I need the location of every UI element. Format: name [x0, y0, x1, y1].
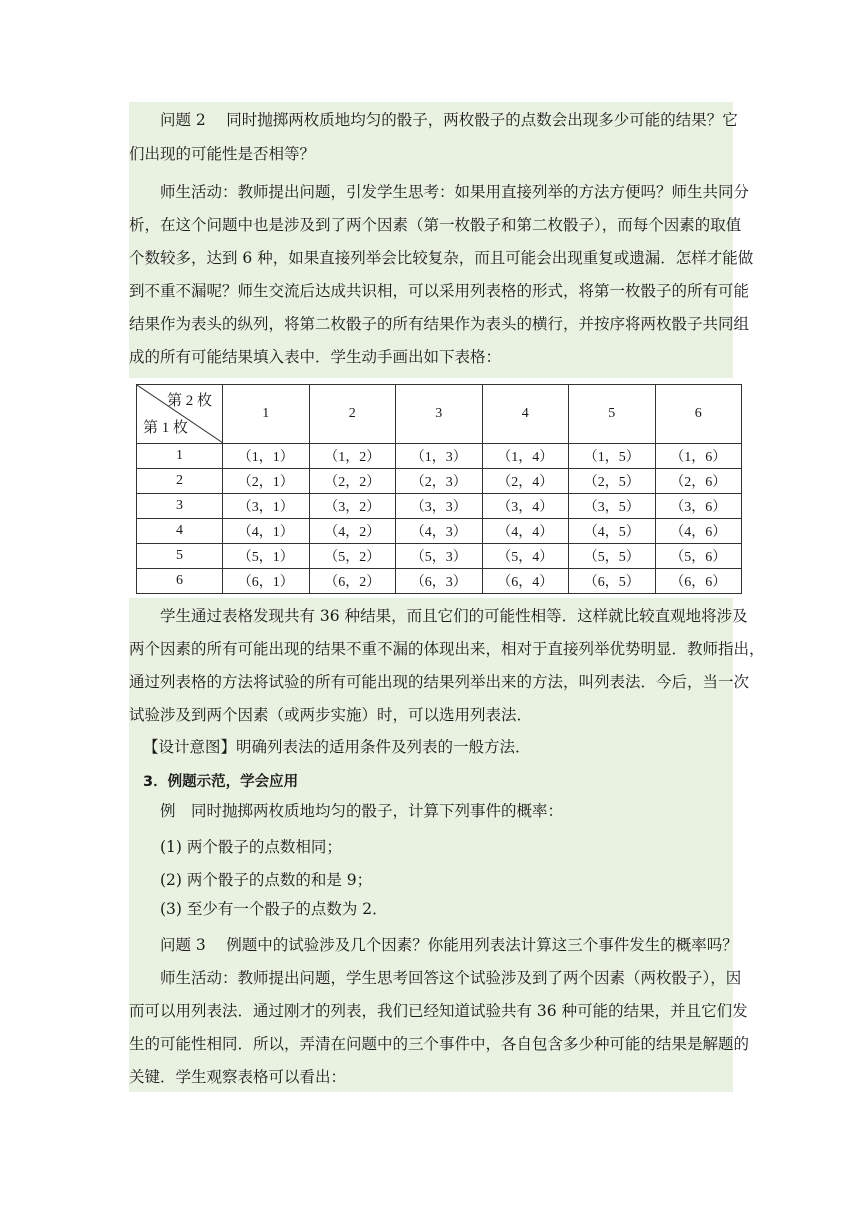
table-row [137, 444, 742, 469]
dice-outcome-table [136, 384, 742, 594]
column-header: 3 [396, 385, 483, 444]
example-item-2: (2) 两个骰子的点数的和是 9； [160, 871, 373, 889]
table-cell: （2，4） [482, 469, 569, 494]
activity-1-line-6: 成的所有可能结果填入表中．学生动手画出如下表格： [129, 348, 502, 366]
activity-2-line-3: 通过列表格的方法将试验的所有可能出现的结果列举出来的方法，叫列表法．今后，当一次 [129, 673, 750, 691]
table-cell: （5，1） [223, 544, 310, 569]
table-cell: （1，5） [569, 444, 656, 469]
question-2-line-2: 们出现的可能性是否相等？ [129, 145, 316, 163]
example-statement: 例 同时抛掷两枚质地均匀的骰子，计算下列事件的概率： [160, 802, 564, 820]
activity-1-line-2: 析，在这个问题中也是涉及到了两个因素（第一枚骰子和第二枚骰子），而每个因素的取值 [129, 216, 742, 234]
activity-3-line-4: 关键．学生观察表格可以看出： [129, 1068, 347, 1086]
table-header-row [137, 385, 742, 444]
activity-1-line-1: 师生活动：教师提出问题，引发学生思考：如果用直接列举的方法方便吗？师生共同分 [160, 183, 750, 201]
activity-2-line-4: 试验涉及到两个因素（或两步实施）时，可以选用列表法． [129, 706, 533, 724]
table-cell: （4，5） [569, 519, 656, 544]
table-cell: （6，6） [655, 569, 742, 594]
activity-1-line-5: 结果作为表头的纵列，将第二枚骰子的所有结果作为表头的横行，并按序将两枚骰子共同组 [129, 315, 750, 333]
table-cell: （6，3） [396, 569, 483, 594]
question-2-line-1: 问题 2 同时抛掷两枚质地均匀的骰子，两枚骰子的点数会出现多少可能的结果？它 [160, 111, 738, 129]
example-item-1: (1) 两个骰子的点数相同； [160, 838, 342, 856]
table-cell: （6，2） [309, 569, 396, 594]
design-intent: 【设计意图】明确列表法的适用条件及列表的一般方法． [143, 738, 531, 756]
table-cell: （3，4） [482, 494, 569, 519]
table-cell: （1，3） [396, 444, 483, 469]
table-cell: （2，6） [655, 469, 742, 494]
table-cell: （3，2） [309, 494, 396, 519]
table-cell: （3，3） [396, 494, 483, 519]
corner-label-first-die: 第 1 枚 [143, 420, 189, 436]
activity-3-line-3: 生的可能性相同．所以，弄清在问题中的三个事件中，各自包含多少种可能的结果是解题的 [129, 1035, 750, 1053]
table-cell: （6，1） [223, 569, 310, 594]
table-cell: （2，3） [396, 469, 483, 494]
table-row [137, 494, 742, 519]
row-header: 6 [137, 569, 223, 594]
activity-1-line-3: 个数较多，达到 6 种，如果直接列举会比较复杂，而且可能会出现重复或遗漏．怎样才能做 [129, 249, 754, 267]
table-row [137, 469, 742, 494]
table-cell: （1，1） [223, 444, 310, 469]
row-header: 1 [137, 444, 223, 469]
table-cell: （2，2） [309, 469, 396, 494]
table-cell: （6，4） [482, 569, 569, 594]
table-cell: （5，5） [569, 544, 656, 569]
table-cell: （2，1） [223, 469, 310, 494]
column-header: 4 [482, 385, 569, 444]
table-cell: （6，5） [569, 569, 656, 594]
row-header: 3 [137, 494, 223, 519]
table-cell: （4，2） [309, 519, 396, 544]
table-row [137, 519, 742, 544]
example-item-3: (3) 至少有一个骰子的点数为 2． [160, 900, 388, 918]
table-row [137, 569, 742, 594]
table-cell: （1，6） [655, 444, 742, 469]
activity-3-line-1: 师生活动：教师提出问题，学生思考回答这个试验涉及到了两个因素（两枚骰子），因 [160, 969, 742, 987]
question-3: 问题 3 例题中的试验涉及几个因素？你能用列表法计算这三个事件发生的概率吗？ [160, 936, 738, 954]
table-row [137, 544, 742, 569]
column-header: 6 [655, 385, 742, 444]
table-cell: （2，5） [569, 469, 656, 494]
activity-2-line-1: 学生通过表格发现共有 36 种结果，而且它们的可能性相等．这样就比较直观地将涉及 [160, 607, 748, 625]
table-cell: （5，2） [309, 544, 396, 569]
table-cell: （1，4） [482, 444, 569, 469]
table-cell: （5，4） [482, 544, 569, 569]
table-cell: （3，5） [569, 494, 656, 519]
table-cell: （1，2） [309, 444, 396, 469]
row-header: 4 [137, 519, 223, 544]
table-cell: （5，3） [396, 544, 483, 569]
table-cell: （3，6） [655, 494, 742, 519]
activity-1-line-4: 到不重不漏呢？师生交流后达成共识相，可以采用列表格的形式，将第一枚骰子的所有可能 [129, 282, 750, 300]
activity-2-line-2: 两个因素的所有可能出现的结果不重不漏的体现出来，相对于直接列举优势明显．教师指出， [129, 640, 765, 658]
row-header: 2 [137, 469, 223, 494]
column-header: 5 [569, 385, 656, 444]
column-header: 2 [309, 385, 396, 444]
table-cell: （3，1） [223, 494, 310, 519]
table-cell: （4，3） [396, 519, 483, 544]
activity-3-line-2: 而可以用列表法．通过刚才的列表，我们已经知道试验共有 36 种可能的结果，并且它们发 [129, 1002, 748, 1020]
corner-label-second-die: 第 2 枚 [166, 393, 212, 409]
table-cell: （5，6） [655, 544, 742, 569]
table-cell: （4，1） [223, 519, 310, 544]
table-cell: （4，4） [482, 519, 569, 544]
table-cell: （4，6） [655, 519, 742, 544]
section-3-heading: 3．例题示范，学会应用 [143, 774, 299, 790]
row-header: 5 [137, 544, 223, 569]
column-header: 1 [223, 385, 310, 444]
table-corner-cell [137, 385, 223, 444]
